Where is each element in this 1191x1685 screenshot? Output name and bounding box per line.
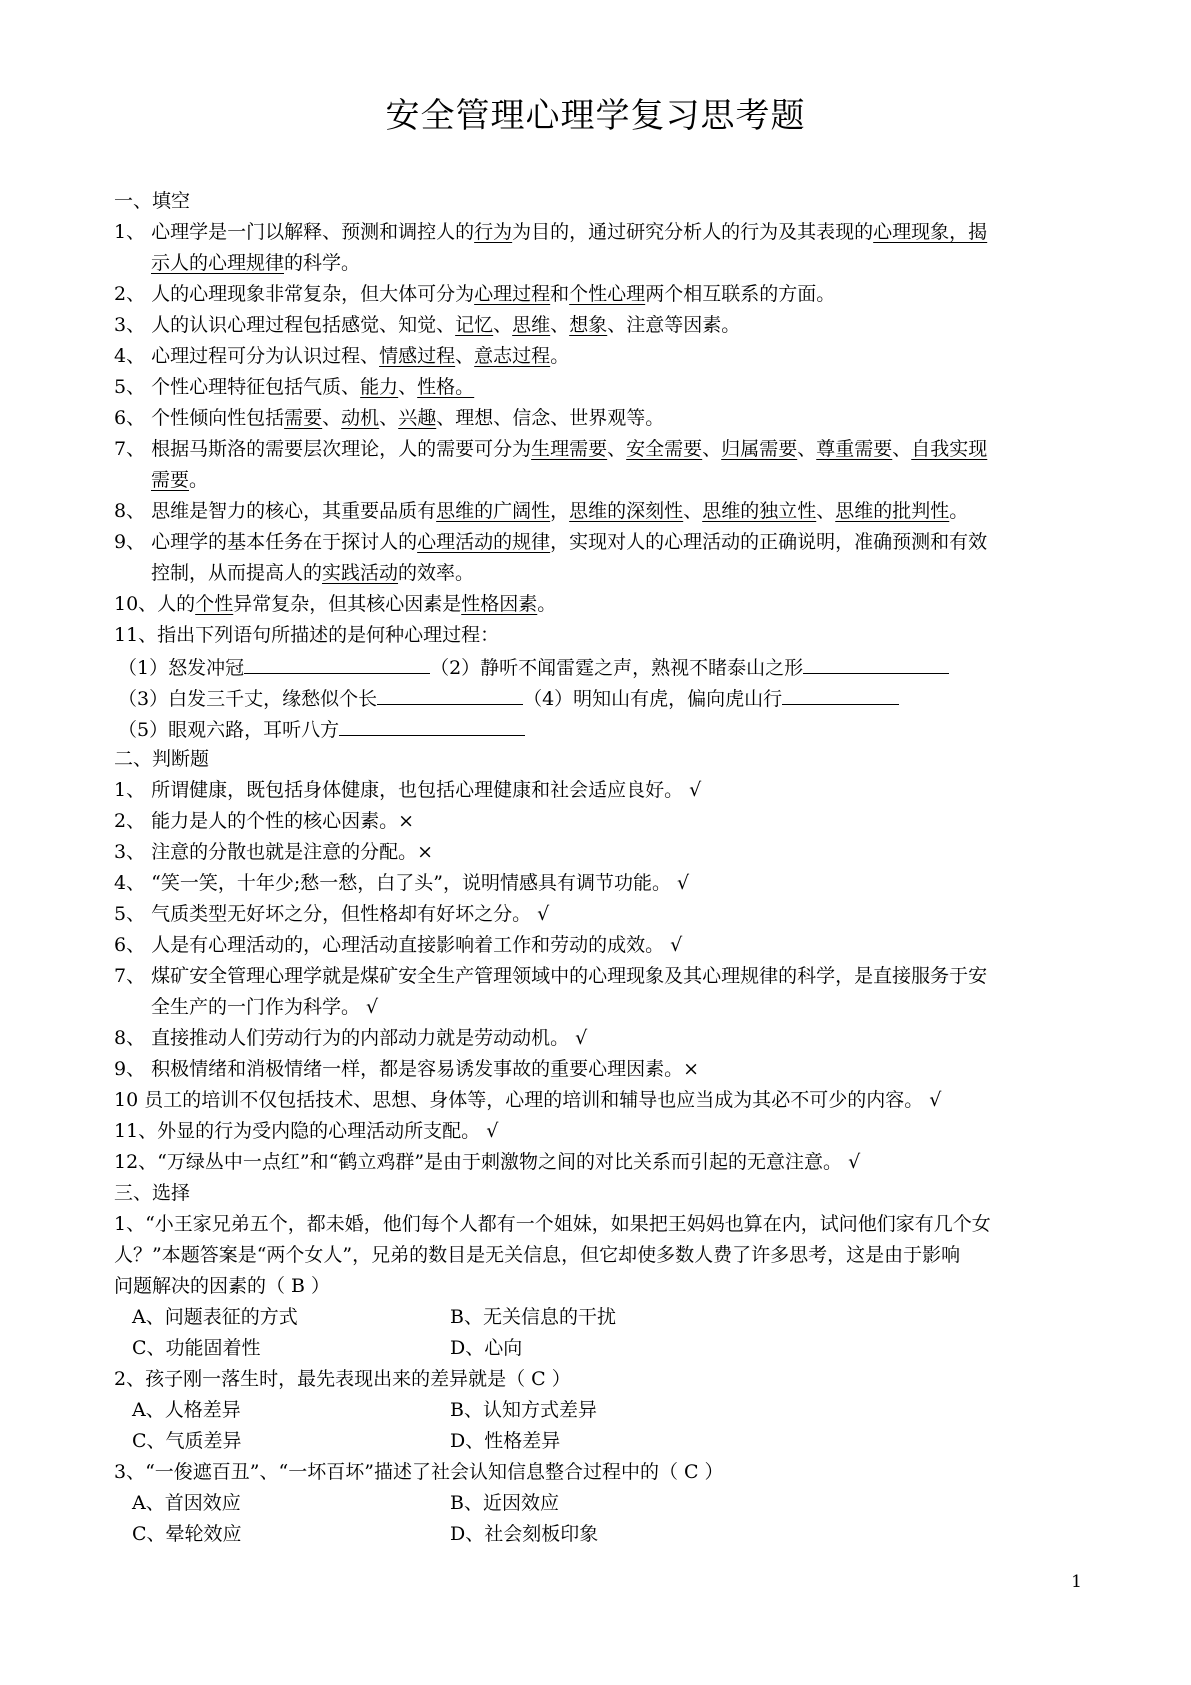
fill-in-question-line (114, 403, 1086, 434)
question-text: 的科学。 (284, 252, 361, 274)
question-text: 的效率。 (398, 562, 475, 584)
answer-text: 生理需要 (531, 438, 608, 460)
answer-text: 安全需要 (626, 438, 703, 460)
fill-in-question-line (114, 434, 1086, 465)
question-text: 、 (322, 407, 342, 429)
document-title: 安全管理心理学复习思考题 (385, 96, 806, 136)
question-text: 11、指出下列语句所描述的是何种心理过程： (114, 624, 500, 646)
question-text: 异常复杂，但其核心因素是 (233, 593, 462, 615)
choice-options-row (114, 1302, 1086, 1333)
fill-in-question-line (114, 558, 1086, 589)
fill-in-question-line (114, 589, 1086, 620)
question-text: 、 (797, 438, 817, 460)
choice-options-row (114, 1395, 1086, 1426)
page-number: 1 (1071, 1572, 1082, 1592)
question-text: 7、 根据马斯洛的需要层次理论，人的需要可分为 (114, 438, 532, 460)
answer-text: 实践活动 (322, 562, 399, 584)
document-body (114, 186, 1086, 1550)
true-false-item: 5、 气质类型无好坏之分，但性格却有好坏之分。 √ (114, 903, 550, 925)
question-text: 、 (379, 407, 399, 429)
answer-text: 情感过程 (379, 345, 456, 367)
choice-option: B、近因效应 (450, 1492, 559, 1514)
answer-text: 思维的批判性 (835, 500, 950, 522)
choice-question-line: 人？”本题答案是“两个女人”，兄弟的数目是无关信息，但它却使多数人费了许多思考，这是由于影响 (114, 1244, 961, 1266)
answer-text: 性格。 (417, 376, 475, 398)
answer-text: 个性 (195, 593, 234, 615)
answer-text: 动机 (341, 407, 380, 429)
question-text: 5、 个性心理特征包括气质、 (114, 376, 361, 398)
answer-text: 归属需要 (721, 438, 798, 460)
true-false-item: 12、“万绿丛中一点红”和“鹤立鸡群”是由于刺激物之间的对比关系而引起的无意注意。 √ (114, 1151, 861, 1173)
choice-question-line: 问题解决的因素的（ B ） (114, 1275, 331, 1297)
question-text: 10、人的 (114, 593, 196, 615)
answer-blank (339, 713, 525, 736)
question-text: 、 (683, 500, 703, 522)
question-text: 、 (816, 500, 836, 522)
question-text: 、 (892, 438, 912, 460)
fill-in-question-line (114, 465, 1086, 496)
answer-text: 意志过程 (474, 345, 551, 367)
blank-prompt: （4）明知山有虎，偏向虎山行 (523, 688, 783, 710)
true-false-item: 6、 人是有心理活动的，心理活动直接影响着工作和劳动的成效。 √ (114, 934, 683, 956)
question-text: 两个相互联系的方面。 (645, 283, 836, 305)
answer-text: 尊重需要 (816, 438, 893, 460)
fill-in-question-line (114, 279, 1086, 310)
answer-text: 自我实现 (911, 438, 988, 460)
question-text: 、 (398, 376, 418, 398)
true-false-item: 8、 直接推动人们劳动行为的内部动力就是劳动动机。 √ (114, 1027, 588, 1049)
true-false-item: 全生产的一门作为科学。 √ (151, 996, 379, 1018)
question-text: 8、 思维是智力的核心，其重要品质有 (114, 500, 437, 522)
choice-option: A、问题表征的方式 (132, 1306, 298, 1328)
choice-question-line: 3、“一俊遮百丑”、“一坏百坏”描述了社会认知信息整合过程中的（ C ） (114, 1461, 724, 1483)
question-text: 。 (949, 500, 969, 522)
answer-text: 性格因素 (461, 593, 538, 615)
choice-option: B、无关信息的干扰 (450, 1306, 616, 1328)
true-false-item: 4、 “笑一笑，十年少;愁一愁，白了头”，说明情感具有调节功能。 √ (114, 872, 690, 894)
question-text: 、 (550, 314, 570, 336)
answer-text: 想象 (569, 314, 608, 336)
fill-in-question-line (114, 217, 1086, 248)
blank-prompt: （1）怒发冲冠 (118, 657, 245, 679)
fill-in-question-line (114, 527, 1086, 558)
choice-option: C、功能固着性 (132, 1337, 261, 1359)
answer-text: 心理过程 (474, 283, 551, 305)
choice-option: B、认知方式差异 (450, 1399, 597, 1421)
fill-in-question-line (114, 372, 1086, 403)
fill-in-question-line (114, 620, 1086, 651)
question-text: 。 (537, 593, 557, 615)
answer-blank (782, 682, 899, 705)
question-text: 、注意等因素。 (607, 314, 741, 336)
question-text: ， (550, 500, 570, 522)
answer-text: 需要 (151, 469, 190, 491)
question-text: 和 (550, 283, 570, 305)
choice-options-row (114, 1488, 1086, 1519)
question-text: 4、 心理过程可分为认识过程、 (114, 345, 380, 367)
section-heading: 三、选择 (114, 1182, 191, 1204)
answer-text: 思维的广阔性 (436, 500, 551, 522)
choice-options-row (114, 1426, 1086, 1457)
blank-row (114, 682, 1086, 713)
question-text: 6、 个性倾向性包括 (114, 407, 285, 429)
true-false-item: 3、 注意的分散也就是注意的分配。× (114, 841, 434, 863)
blank-row (114, 713, 1086, 744)
answer-blank (244, 651, 430, 674)
answer-text: 示人的心理规律 (151, 252, 285, 274)
choice-options-row (114, 1519, 1086, 1550)
true-false-item: 11、外显的行为受内隐的心理活动所支配。 √ (114, 1120, 499, 1142)
question-text: 、 (607, 438, 627, 460)
question-text: 、 (702, 438, 722, 460)
answer-blank (377, 682, 523, 705)
choice-option: C、晕轮效应 (132, 1523, 242, 1545)
blank-row (114, 651, 1086, 682)
answer-text: 心理现象，揭 (873, 221, 988, 243)
answer-text: 能力 (360, 376, 399, 398)
answer-text: 记忆 (455, 314, 494, 336)
section-heading: 二、判断题 (114, 748, 210, 770)
choice-option: D、心向 (450, 1337, 523, 1359)
answer-blank (803, 651, 949, 674)
answer-text: 思维的深刻性 (569, 500, 684, 522)
blank-prompt: （2）静听不闻雷霆之声，熟视不睹泰山之形 (430, 657, 804, 679)
answer-text: 心理活动的规律 (417, 531, 551, 553)
question-text: 3、 人的认识心理过程包括感觉、知觉、 (114, 314, 456, 336)
question-text: 、 (455, 345, 475, 367)
question-text: 1、 心理学是一门以解释、预测和调控人的 (114, 221, 475, 243)
choice-question-line: 1、“小王家兄弟五个，都未婚，他们每个人都有一个姐妹，如果把王妈妈也算在内，试问他们家有几个女 (114, 1213, 991, 1235)
fill-in-question-line (114, 496, 1086, 527)
true-false-item: 7、 煤矿安全管理心理学就是煤矿安全生产管理领域中的心理现象及其心理规律的科学，是直接服务于安 (114, 965, 988, 987)
question-text: 、 (493, 314, 513, 336)
choice-option: D、性格差异 (450, 1430, 561, 1452)
choice-option: D、社会刻板印象 (450, 1523, 599, 1545)
fill-in-question-line (114, 248, 1086, 279)
choice-question-line: 2、孩子刚一落生时，最先表现出来的差异就是（ C ） (114, 1368, 571, 1390)
true-false-item: 1、 所谓健康，既包括身体健康，也包括心理健康和社会适应良好。 √ (114, 779, 702, 801)
fill-in-question-line (114, 341, 1086, 372)
answer-text: 兴趣 (398, 407, 437, 429)
question-text: 控制，从而提高人的 (151, 562, 323, 584)
answer-text: 思维 (512, 314, 551, 336)
answer-text: 个性心理 (569, 283, 646, 305)
choice-option: A、人格差异 (132, 1399, 241, 1421)
answer-text: 行为 (474, 221, 513, 243)
answer-text: 需要 (284, 407, 323, 429)
question-text: 。 (189, 469, 209, 491)
section-heading: 一、填空 (114, 190, 191, 212)
blank-prompt: （5）眼观六路，耳听八方 (118, 719, 340, 741)
question-text: ，实现对人的心理活动的正确说明，准确预测和有效 (550, 531, 988, 553)
true-false-item: 9、 积极情绪和消极情绪一样，都是容易诱发事故的重要心理因素。× (114, 1058, 700, 1080)
question-text: 为目的，通过研究分析人的行为及其表现的 (512, 221, 874, 243)
choice-options-row (114, 1333, 1086, 1364)
choice-option: A、首因效应 (132, 1492, 241, 1514)
question-text: 9、 心理学的基本任务在于探讨人的 (114, 531, 418, 553)
true-false-item: 2、 能力是人的个性的核心因素。× (114, 810, 415, 832)
fill-in-question-line (114, 310, 1086, 341)
question-text: 。 (550, 345, 570, 367)
choice-option: C、气质差异 (132, 1430, 242, 1452)
question-text: 、理想、信念、世界观等。 (436, 407, 665, 429)
answer-text: 思维的独立性 (702, 500, 817, 522)
blank-prompt: （3）白发三千丈，缘愁似个长 (118, 688, 378, 710)
true-false-item: 10 员工的培训不仅包括技术、思想、身体等，心理的培训和辅导也应当成为其必不可少的内容。 √ (114, 1089, 942, 1111)
question-text: 2、 人的心理现象非常复杂，但大体可分为 (114, 283, 475, 305)
